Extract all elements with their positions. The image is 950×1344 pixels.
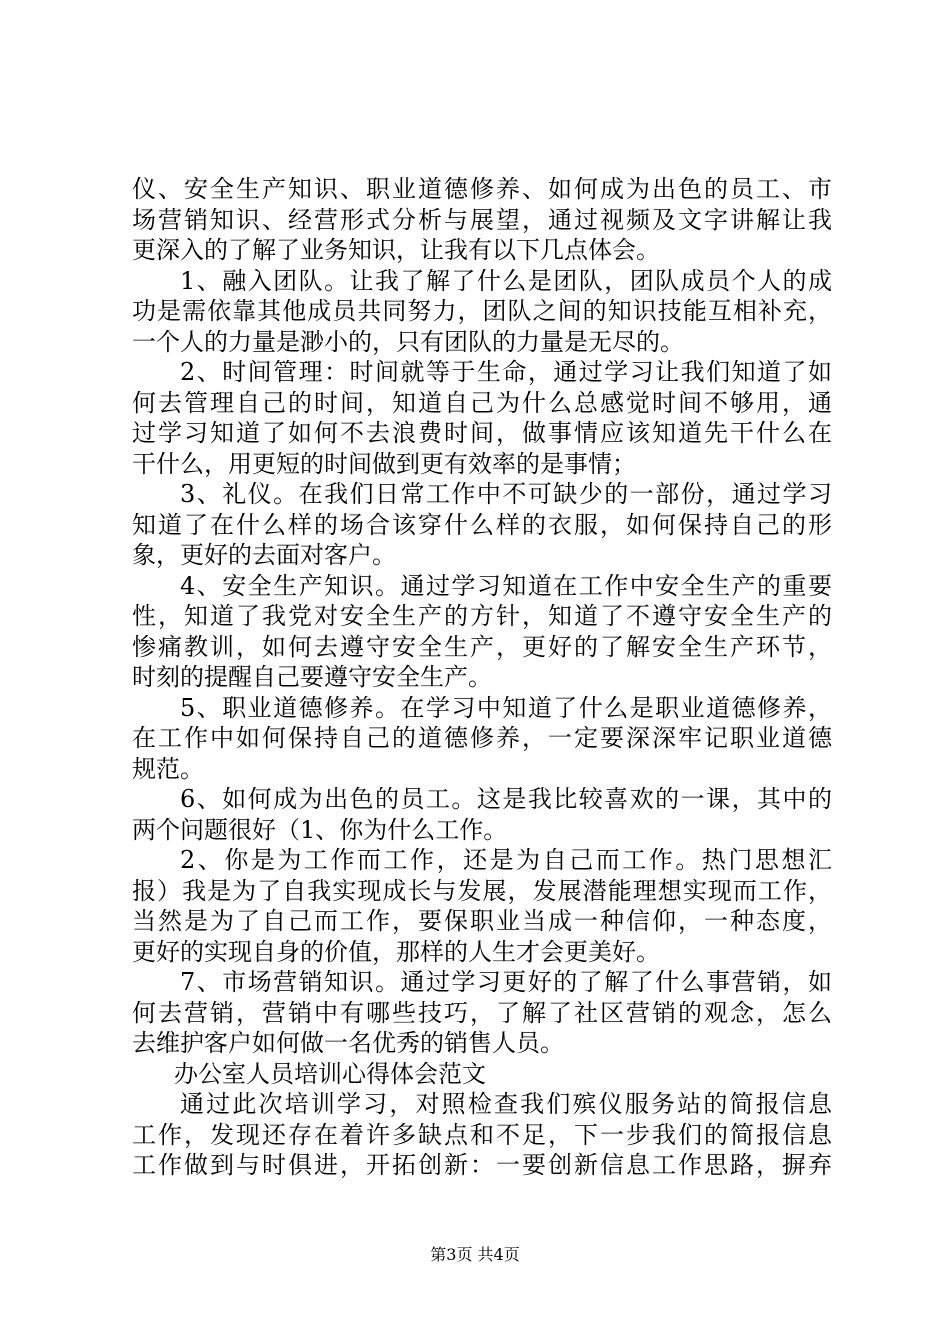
text-line: 场营销知识、经营形式分析与展望，通过视频及文字讲解让我 [132, 205, 832, 234]
text-line: 报）我是为了自我实现成长与发展，发展潜能理想实现而工作， [132, 876, 832, 905]
text-line: 工作做到与时俱进，开拓创新：一要创新信息工作思路，摒弃 [132, 1151, 832, 1179]
paragraph-6b-start: 2、你是为工作而工作，还是为自己而工作。热门思想汇 [180, 846, 832, 874]
page-number-footer: 第3页 共4页 [430, 1245, 520, 1264]
text-line: 当然是为了自己而工作，要保职业当成一种信仰，一种态度， [132, 907, 832, 935]
text-line: 干什么，用更短的时间做到更有效率的是事情； [132, 449, 636, 478]
text-line: 去维护客户如何做一名优秀的销售人员。 [132, 1029, 564, 1057]
text-line: 过学习知道了如何不去浪费时间，做事情应该知道先干什么在 [132, 419, 832, 447]
paragraph-5-start: 5、职业道德修养。在学习中知道了什么是职业道德修养， [180, 693, 832, 722]
text-line: 何去营销，营销中有哪些技巧，了解了社区营销的观念，怎么 [132, 998, 832, 1027]
text-line: 仪、安全生产知识、职业道德修养、如何成为出色的员工、市 [132, 175, 832, 203]
section-title: 办公室人员培训心得体会范文 [174, 1059, 486, 1088]
text-line: 性，知道了我党对安全生产的方针，知道了不遵守安全生产的 [132, 602, 832, 630]
text-line: 更深入的了解了业务知识，让我有以下几点体会。 [132, 236, 660, 264]
text-line: 规范。 [132, 754, 204, 783]
paragraph-3-start: 3、礼仪。在我们日常工作中不可缺少的一部份，通过学习 [180, 480, 832, 508]
text-line: 象，更好的去面对客户。 [132, 541, 396, 569]
text-line: 在工作中如何保持自己的道德修养，一定要深深牢记职业道德 [132, 724, 832, 752]
text-line: 一个人的力量是渺小的，只有团队的力量是无尽的。 [132, 327, 684, 356]
text-line: 知道了在什么样的场合该穿什么样的衣服，如何保持自己的形 [132, 510, 832, 539]
paragraph-2-start: 2、时间管理：时间就等于生命，通过学习让我们知道了如 [180, 358, 832, 386]
text-line: 两个问题很好（1、你为什么工作。 [132, 815, 508, 844]
paragraph-4-start: 4、安全生产知识。通过学习知道在工作中安全生产的重要 [180, 571, 832, 600]
paragraph-1-start: 1、融入团队。让我了解了什么是团队，团队成员个人的成 [180, 266, 832, 295]
text-line: 惨痛教训，如何去遵守安全生产，更好的了解安全生产环节， [132, 632, 832, 661]
paragraph-8-start: 通过此次培训学习，对照检查我们殡仪服务站的简报信息 [180, 1090, 832, 1118]
text-line: 更好的实现自身的价值，那样的人生才会更美好。 [132, 937, 660, 966]
text-line: 时刻的提醒自己要遵守安全生产。 [132, 663, 492, 691]
paragraph-7-start: 7、市场营销知识。通过学习更好的了解了什么事营销，如 [180, 968, 832, 996]
text-line: 工作，发现还存在着许多缺点和不足，下一步我们的简报信息 [132, 1120, 832, 1149]
text-line: 功是需依靠其他成员共同努力，团队之间的知识技能互相补充， [132, 297, 832, 325]
document-body [132, 174, 832, 1181]
paragraph-6-start: 6、如何成为出色的员工。这是我比较喜欢的一课，其中的 [180, 785, 832, 813]
text-line: 何去管理自己的时间，知道自己为什么总感觉时间不够用，通 [132, 388, 832, 417]
